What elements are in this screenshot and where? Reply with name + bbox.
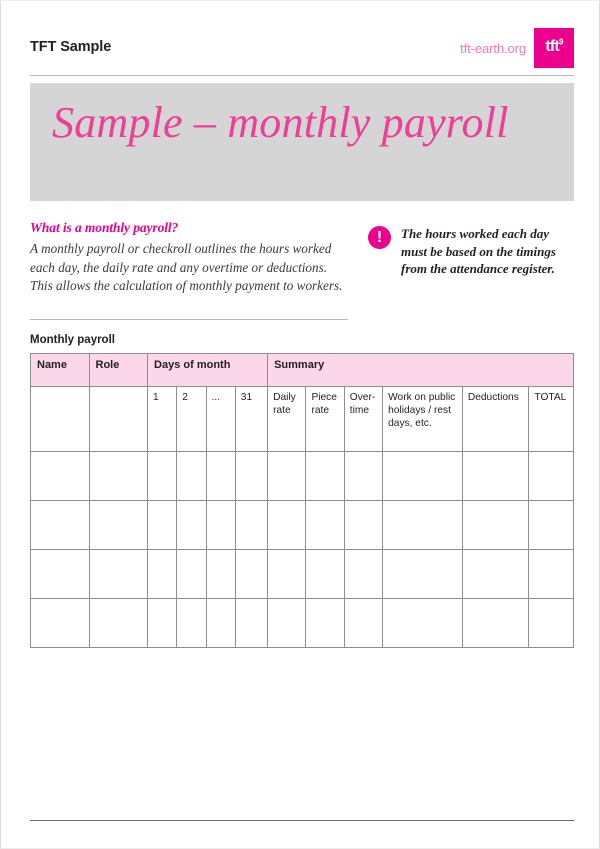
cell-public-holidays[interactable] [383,452,463,501]
header-divider [30,75,574,76]
table-body [31,452,574,648]
cell-day-1[interactable] [148,452,177,501]
cell-daily-rate[interactable] [268,501,306,550]
group-header-summary: Summary [268,354,574,387]
cell-day-31[interactable] [235,550,267,599]
cell-name[interactable] [31,550,90,599]
cell-piece-rate[interactable] [306,501,344,550]
cell-daily-rate[interactable] [268,550,306,599]
cell-day-2[interactable] [177,452,206,501]
sub-header-day-31: 31 [235,387,267,452]
hero-title: Sample – monthly payroll [52,98,509,147]
intro-section [30,220,348,296]
group-header-role: Role [89,354,148,387]
sub-header-total: TOTAL [529,387,574,452]
group-header-name: Name [31,354,90,387]
site-url-link[interactable]: tft-earth.org [460,41,526,56]
cell-day-2[interactable] [177,599,206,648]
table-sub-header-row [31,387,574,452]
cell-name[interactable] [31,452,90,501]
cell-public-holidays[interactable] [383,599,463,648]
tft-logo-superscript: 9 [558,37,563,47]
cell-day-ellipsis[interactable] [206,452,235,501]
cell-role[interactable] [89,452,148,501]
cell-role[interactable] [89,501,148,550]
exclamation-icon [368,226,391,249]
exclamation-icon-glyph: ! [376,229,383,246]
intro-heading: What is a monthly payroll? [30,220,179,235]
cell-daily-rate[interactable] [268,599,306,648]
table-row[interactable] [31,550,574,599]
cell-day-1[interactable] [148,599,177,648]
page-title: TFT Sample [30,39,112,55]
cell-overtime[interactable] [344,452,382,501]
hero-banner [30,83,574,201]
cell-deductions[interactable] [462,599,529,648]
cell-overtime[interactable] [344,550,382,599]
table-head [31,354,574,452]
cell-public-holidays[interactable] [383,550,463,599]
cell-day-ellipsis[interactable] [206,550,235,599]
cell-role[interactable] [89,550,148,599]
group-header-days-of-month: Days of month [148,354,268,387]
footer-divider [30,820,574,821]
cell-day-31[interactable] [235,501,267,550]
sub-header-overtime: Over-time [344,387,382,452]
table-row[interactable] [31,501,574,550]
intro-divider [30,319,348,320]
cell-deductions[interactable] [462,501,529,550]
cell-deductions[interactable] [462,550,529,599]
cell-piece-rate[interactable] [306,452,344,501]
cell-day-1[interactable] [148,501,177,550]
cell-day-31[interactable] [235,599,267,648]
cell-total[interactable] [529,550,574,599]
sub-header-day-2: 2 [177,387,206,452]
tft-logo-wordmark: tft [545,38,559,55]
tft-logo-text [534,38,574,56]
cell-total[interactable] [529,599,574,648]
cell-piece-rate[interactable] [306,599,344,648]
cell-total[interactable] [529,501,574,550]
sub-header-deductions: Deductions [462,387,529,452]
cell-day-2[interactable] [177,550,206,599]
warning-callout [368,225,574,278]
monthly-payroll-table [30,353,574,648]
cell-name[interactable] [31,501,90,550]
cell-name[interactable] [31,599,90,648]
cell-deductions[interactable] [462,452,529,501]
cell-day-ellipsis[interactable] [206,501,235,550]
document-header [30,39,574,77]
cell-day-31[interactable] [235,452,267,501]
table-group-header-row [31,354,574,387]
sub-header-piece-rate: Piece rate [306,387,344,452]
tft-logo[interactable] [534,28,574,68]
cell-piece-rate[interactable] [306,550,344,599]
intro-body: A monthly payroll or checkroll outlines the hours worked each day, the daily rate and any overtime or deductions. This allows the calculation of monthly payment to workers. [30,241,343,293]
cell-overtime[interactable] [344,501,382,550]
sub-header-day-ellipsis: ... [206,387,235,452]
sub-header-role-blank [89,387,148,452]
cell-role[interactable] [89,599,148,648]
cell-day-ellipsis[interactable] [206,599,235,648]
sub-header-daily-rate: Daily rate [268,387,306,452]
cell-day-1[interactable] [148,550,177,599]
cell-total[interactable] [529,452,574,501]
table-row[interactable] [31,452,574,501]
warning-callout-text: The hours worked each day must be based on the timings from the attendance register. [401,226,556,276]
cell-overtime[interactable] [344,599,382,648]
sub-header-day-1: 1 [148,387,177,452]
sub-header-public-holidays: Work on public holidays / rest days, etc. [383,387,463,452]
table-caption: Monthly payroll [30,334,115,346]
table-row[interactable] [31,599,574,648]
cell-daily-rate[interactable] [268,452,306,501]
cell-day-2[interactable] [177,501,206,550]
sub-header-name-blank [31,387,90,452]
cell-public-holidays[interactable] [383,501,463,550]
